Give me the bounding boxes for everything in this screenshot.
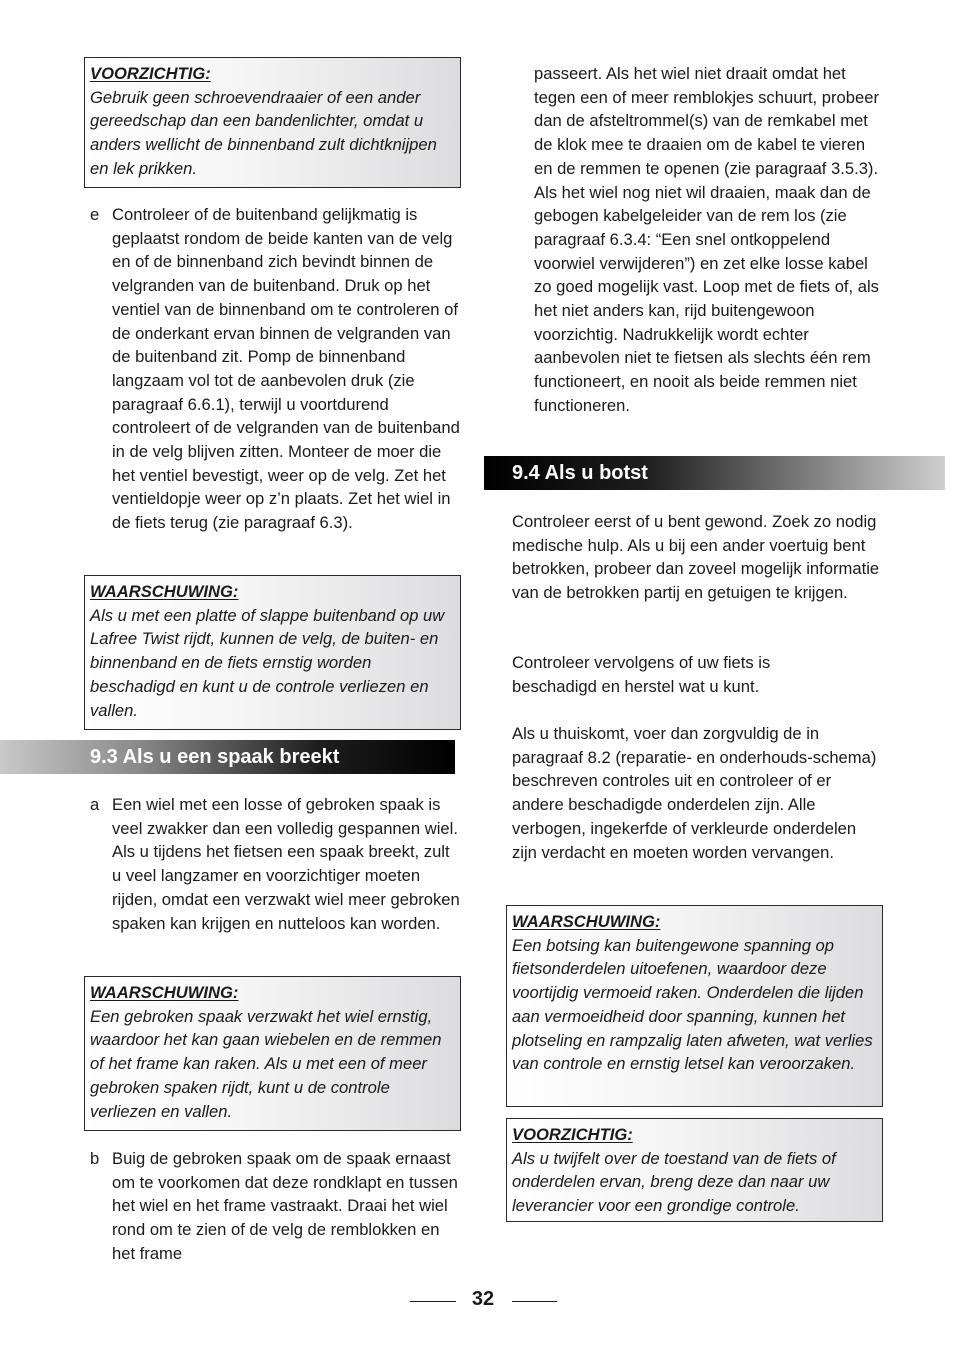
body-paragraph-2: Controleer vervolgens of uw fiets is beschadigd en herstel wat u kunt. xyxy=(512,653,771,696)
caution-label: VOORZICHTIG: xyxy=(90,64,211,83)
list-item-letter: a xyxy=(90,795,100,814)
list-item-b xyxy=(90,1147,460,1272)
caution-text: Gebruik geen schroevendraaier of een ander gereedschap dan een bandenlichter, omdat u anders wellicht de binnenband zult dichtknijpen en lek prikken. xyxy=(90,87,437,178)
warning-label: WAARSCHUWING: xyxy=(90,983,239,1002)
warning-label: WAARSCHUWING: xyxy=(90,582,239,601)
list-item-text: Controleer of de buitenband gelijkmatig is geplaatst rondom de beide kanten van de velg en of de binnenband zich bevindt binnen de velgranden van de buitenband. Druk op het ventiel van de binnenband om te controleren of de onderkant ervan binnen de velgranden van de buitenband zit. Pomp de binnenband langzaam vol tot de aanbevolen druk (zie paragraaf 6.6.1), terwijl u voortdurend controleert of de velgranden van de buitenband in de velg blijven zitten. Monteer de moer die het ventiel bevestigt, weer op de velg. Zet het ventieldopje weer op z’n plaats. Zet het wiel in de fiets terug (zie paragraaf 6.3). xyxy=(112,205,460,533)
page-number: 32 xyxy=(471,1288,495,1310)
list-item-text: Buig de gebroken spaak om de spaak ernaast om te voorkomen dat deze rondklapt en tussen het wiel en het frame vastraakt. Draai het wiel rond om te zien of de velg de remblokken en het frame xyxy=(112,1149,458,1263)
warning-box-1 xyxy=(84,575,461,730)
list-item-letter: e xyxy=(90,205,100,224)
warning-text: Een botsing kan buitengewone spanning op fietsonderdelen uitoefenen, waardoor deze voortijdig vermoeid raken. Onderdelen die lijden aan vermoeidheid door spanning, kunnen het plotseling en rampzalig laten afweten, wat verlies van controle en ernstig letsel kan veroorzaken. xyxy=(512,935,873,1074)
caution-label: VOORZICHTIG: xyxy=(512,1125,633,1144)
list-item-e xyxy=(90,203,460,563)
section-heading-9-4 xyxy=(484,456,945,490)
continuation-paragraph: passeert. Als het wiel niet draait omdat het tegen een of meer remblokjes schuurt, probeer dan de afsteltrommel(s) van de remkabel met de klok mee te draaien om de kabel te vieren en de remmen te openen (zie paragraaf 3.5.3). Als het wiel nog niet wil draaien, maak dan de gebogen kabelgeleider van de rem los (zie paragraaf 6.3.4: “Een snel ontkoppelend voorwiel verwijderen”) en zet elke losse kabel zo goed mogelijk vast. Loop met de fiets of, als het niet anders kan, rijd buitengewoon voorzichtig. Nadrukkelijk wordt echter aanbevolen niet te fietsen als slechts één rem functioneert, en nooit als beide remmen niet functioneren. xyxy=(534,64,879,415)
list-item-text: Een wiel met een losse of gebroken spaak is veel zwakker dan een volledig gespannen wiel. Als u tijdens het fietsen een spaak breekt, zult u veel langzamer en voorzichtiger moeten rijden, omdat een verzwakt wiel meer gebroken spaken kan krijgen en nutteloos kan worden. xyxy=(112,795,460,933)
warning-box-3 xyxy=(506,905,883,1107)
warning-text: Een gebroken spaak verzwakt het wiel ernstig, waardoor het kan gaan wiebelen en de remmen of het frame kan raken. Als u met een of meer gebroken spaken rijdt, kunt u de controle verliezen en vallen. xyxy=(90,1006,442,1121)
body-paragraph-1: Controleer eerst of u bent gewond. Zoek zo nodig medische hulp. Als u bij een ander voertuig bent betrokken, probeer dan zoveel mogelijk informatie van de betrokken partij en getuigen te krijgen. xyxy=(512,512,880,603)
list-item-a xyxy=(90,793,460,963)
caution-box-1 xyxy=(84,57,461,188)
warning-label: WAARSCHUWING: xyxy=(512,912,661,931)
caution-box-2 xyxy=(506,1118,883,1222)
list-item-letter: b xyxy=(90,1149,100,1168)
caution-text: Als u twijfelt over de toestand van de fiets of onderdelen ervan, breng deze dan naar uw leverancier voor een grondige controle. xyxy=(512,1148,836,1216)
footer-rule-left xyxy=(410,1301,456,1302)
footer-rule-right xyxy=(512,1301,557,1302)
section-heading-text: 9.4 Als u botst xyxy=(512,462,648,484)
section-heading-text: 9.3 Als u een spaak breekt xyxy=(90,746,340,768)
warning-box-2 xyxy=(84,976,461,1131)
body-paragraph-3: Als u thuiskomt, voer dan zorgvuldig de in paragraaf 8.2 (reparatie- en onderhouds-schema) beschreven controles uit en controleer of er andere beschadigde onderdelen zijn. Alle verbogen, ingekerfde of verkleurde onderdelen zijn verdacht en moeten worden vervangen. xyxy=(512,724,877,862)
warning-text: Als u met een platte of slappe buitenband op uw Lafree Twist rijdt, kunnen de velg, de buiten- en binnenband en de fiets ernstig worden beschadigd en kunt u de controle verliezen en vallen. xyxy=(90,605,445,720)
section-heading-9-3 xyxy=(0,740,455,774)
